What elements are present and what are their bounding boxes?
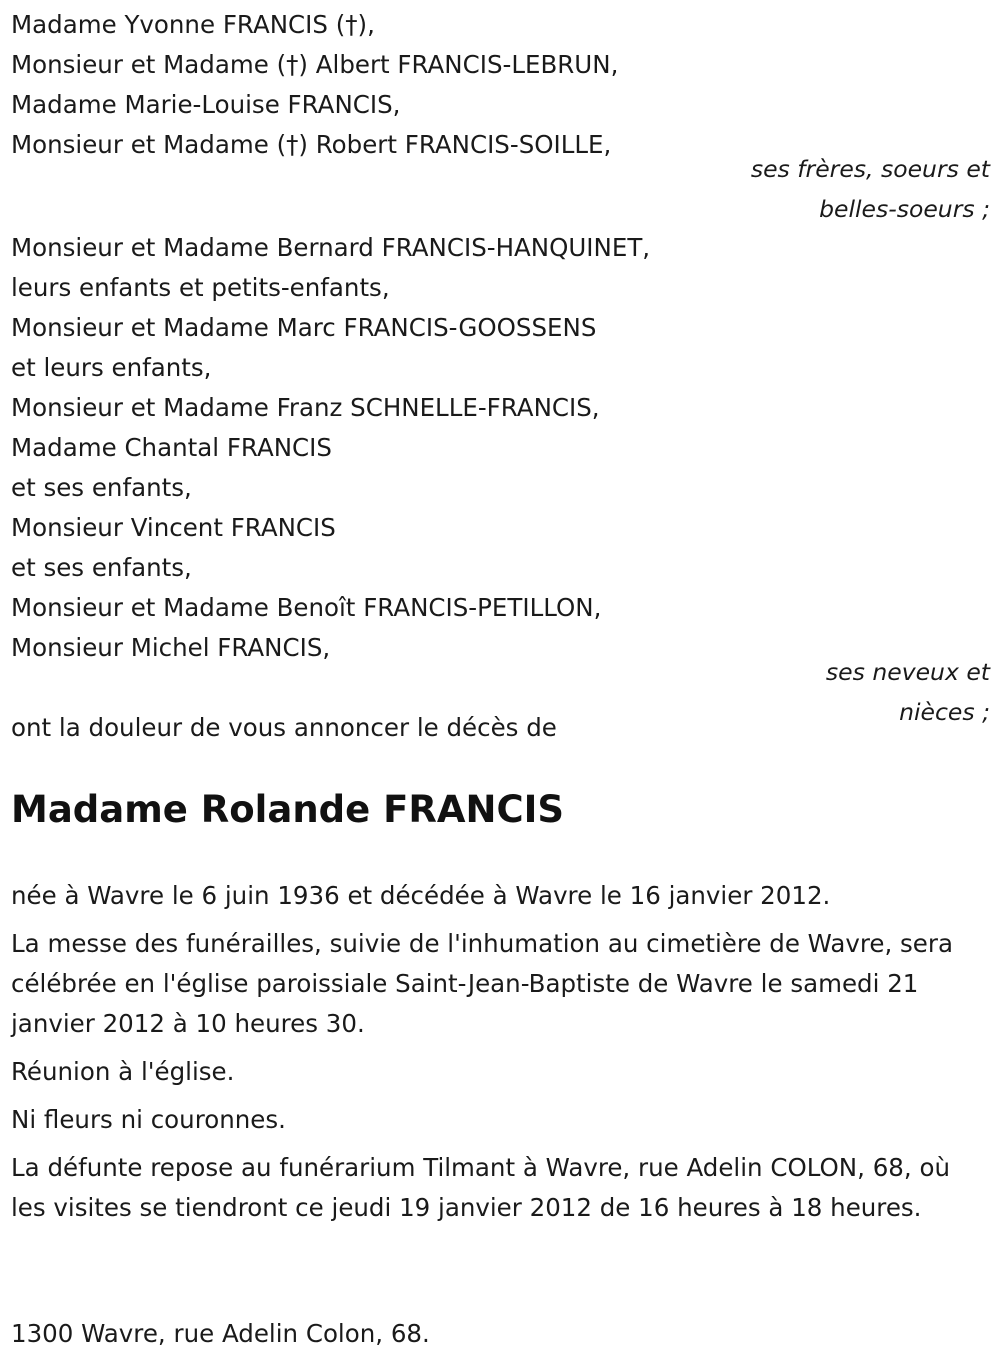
family-line: et leurs enfants, <box>11 353 212 382</box>
family-line: Monsieur et Madame Bernard FRANCIS-HANQUINET, <box>11 233 651 262</box>
relation-line: ses frères, soeurs et <box>750 155 990 183</box>
family-line: Monsieur et Madame Franz SCHNELLE-FRANCIS, <box>11 393 600 422</box>
family-list-nephews <box>11 228 990 668</box>
family-line: Monsieur et Madame (†) Robert FRANCIS-SOILLE, <box>11 130 612 159</box>
obituary-details <box>11 876 970 1236</box>
relation-line: nièces ; <box>899 698 990 726</box>
family-line: et ses enfants, <box>11 553 192 582</box>
deceased-name: Madame Rolande FRANCIS <box>11 788 565 831</box>
meeting-info: Réunion à l'église. <box>11 1057 235 1086</box>
family-line: leurs enfants et petits-enfants, <box>11 273 390 302</box>
relation-line: belles-soeurs ; <box>819 195 990 223</box>
family-line: Monsieur et Madame Benoît FRANCIS-PETILLON, <box>11 593 602 622</box>
family-line: Madame Chantal FRANCIS <box>11 433 332 462</box>
funeral-mass-info: La messe des funérailles, suivie de l'inhumation au cimetière de Wavre, sera célébrée en l'église paroissiale Saint-Jean-Baptiste de Wavre le samedi 21 janvier 2012 à 10 heures 30. <box>11 929 953 1038</box>
birth-death-dates: née à Wavre le 6 juin 1936 et décédée à Wavre le 16 janvier 2012. <box>11 881 831 910</box>
visitation-info: La défunte repose au funérarium Tilmant à Wavre, rue Adelin COLON, 68, où les visites se tiendront ce jeudi 19 janvier 2012 de 16 heures à 18 heures. <box>11 1153 950 1222</box>
family-line: Madame Marie-Louise FRANCIS, <box>11 90 401 119</box>
relation-line: ses neveux et <box>825 658 990 686</box>
announcement-text: ont la douleur de vous annoncer le décès de <box>11 713 557 742</box>
family-line: Monsieur et Madame Marc FRANCIS-GOOSSENS <box>11 313 597 342</box>
relation-siblings <box>11 149 990 229</box>
family-line: Monsieur Michel FRANCIS, <box>11 633 331 662</box>
flowers-note: Ni fleurs ni couronnes. <box>11 1105 286 1134</box>
family-list-siblings <box>11 5 990 165</box>
family-line: Monsieur et Madame (†) Albert FRANCIS-LEBRUN, <box>11 50 619 79</box>
family-line: et ses enfants, <box>11 473 192 502</box>
family-address: 1300 Wavre, rue Adelin Colon, 68. <box>11 1319 430 1348</box>
family-line: Monsieur Vincent FRANCIS <box>11 513 336 542</box>
family-line: Madame Yvonne FRANCIS (†), <box>11 10 375 39</box>
